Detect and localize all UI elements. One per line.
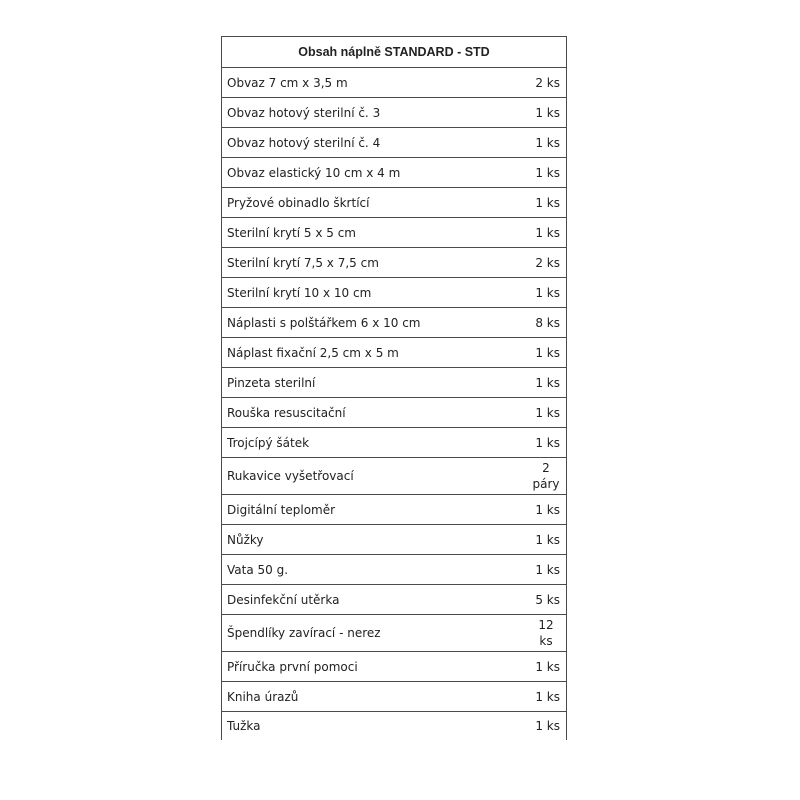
contents-table (221, 36, 567, 740)
item-qty: 1 ks (535, 435, 560, 450)
table-row (222, 495, 566, 525)
item-qty: 1 ks (535, 659, 560, 674)
table-row (222, 398, 566, 428)
item-qty: 2 ks (535, 255, 560, 270)
table-row (222, 278, 566, 308)
item-qty: 1 ks (535, 345, 560, 360)
item-name: Sterilní krytí 7,5 x 7,5 cm (227, 255, 379, 270)
item-name: Obvaz hotový sterilní č. 4 (227, 135, 381, 150)
item-qty: 5 ks (535, 592, 560, 607)
item-qty: 8 ks (535, 315, 560, 330)
table-row (222, 338, 566, 368)
table-row (222, 98, 566, 128)
item-name: Kniha úrazů (227, 689, 299, 704)
item-name: Nůžky (227, 532, 264, 547)
item-qty: 1 ks (535, 375, 560, 390)
table-row (222, 585, 566, 615)
item-qty: 1 ks (535, 719, 560, 733)
item-name: Pinzeta sterilní (227, 375, 316, 390)
item-qty: 1 ks (535, 532, 560, 547)
item-name: Desinfekční utěrka (227, 592, 340, 607)
item-qty: 1 ks (535, 405, 560, 420)
item-name: Špendlíky zavírací - nerez (227, 626, 381, 640)
item-qty: 1 ks (535, 195, 560, 210)
table-row (222, 555, 566, 585)
table-row (222, 458, 566, 495)
item-qty: 1 ks (535, 285, 560, 300)
item-qty: 1 ks (535, 225, 560, 240)
table-row (222, 652, 566, 682)
table-row (222, 682, 566, 712)
item-qty: 2 páry (532, 461, 560, 491)
item-name: Obvaz 7 cm x 3,5 m (227, 75, 348, 90)
item-name: Rukavice vyšetřovací (227, 469, 354, 483)
table-row (222, 712, 566, 740)
item-qty: 1 ks (535, 689, 560, 704)
item-qty: 1 ks (535, 502, 560, 517)
table-row (222, 158, 566, 188)
item-name: Vata 50 g. (227, 562, 289, 577)
table-row (222, 188, 566, 218)
table-row (222, 68, 566, 98)
table-row (222, 428, 566, 458)
item-name: Trojcípý šátek (227, 435, 310, 450)
table-row (222, 248, 566, 278)
item-name: Sterilní krytí 10 x 10 cm (227, 285, 372, 300)
item-name: Obvaz hotový sterilní č. 3 (227, 105, 381, 120)
item-name: Příručka první pomoci (227, 659, 358, 674)
item-qty: 1 ks (535, 562, 560, 577)
item-name: Tužka (227, 719, 261, 733)
item-qty: 1 ks (535, 105, 560, 120)
item-name: Náplasti s polštářkem 6 x 10 cm (227, 315, 421, 330)
table-row (222, 128, 566, 158)
item-name: Náplast fixační 2,5 cm x 5 m (227, 345, 399, 360)
item-name: Obvaz elastický 10 cm x 4 m (227, 165, 401, 180)
item-qty: 1 ks (535, 165, 560, 180)
table-row (222, 615, 566, 652)
table-row (222, 308, 566, 338)
table-row (222, 218, 566, 248)
item-name: Digitální teploměr (227, 502, 336, 517)
table-row (222, 368, 566, 398)
item-qty: 12 ks (538, 618, 554, 648)
item-name: Pryžové obinadlo škrtící (227, 195, 370, 210)
item-name: Rouška resuscitační (227, 405, 346, 420)
item-name: Sterilní krytí 5 x 5 cm (227, 225, 356, 240)
table-title: Obsah náplně STANDARD - STD (222, 37, 566, 68)
item-qty: 2 ks (535, 75, 560, 90)
table-row (222, 525, 566, 555)
item-qty: 1 ks (535, 135, 560, 150)
